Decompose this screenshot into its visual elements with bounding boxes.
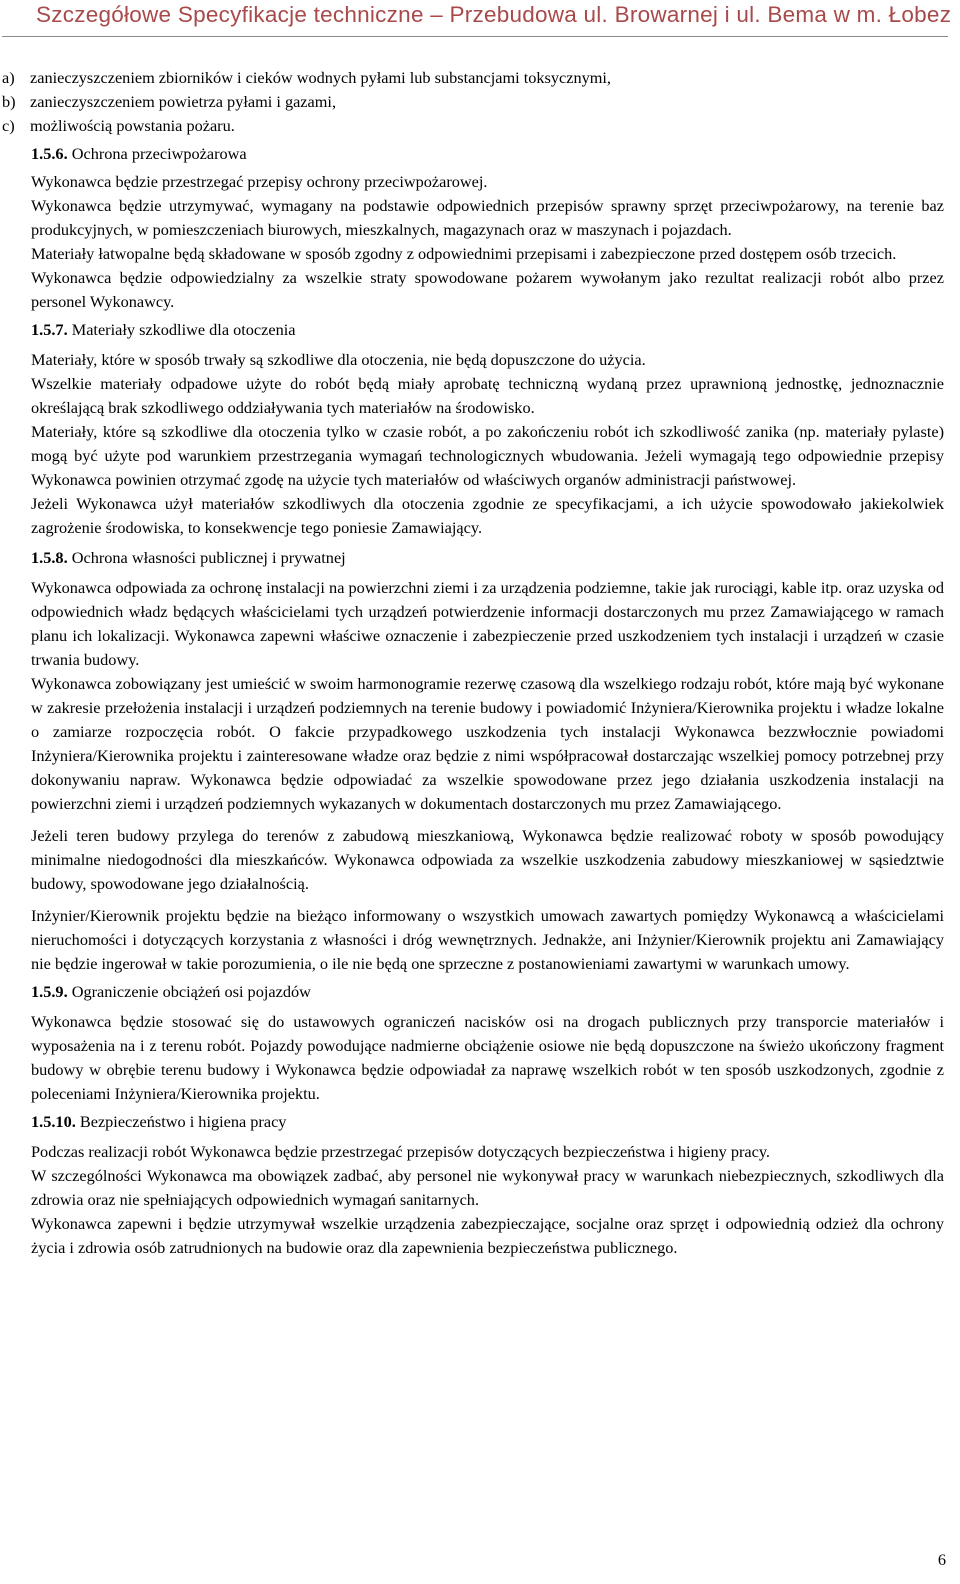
section-number: 1.5.6.: [31, 144, 68, 163]
section-number: 1.5.9.: [31, 982, 68, 1001]
paragraph: Materiały, które są szkodliwe dla otoczenia tylko w czasie robót, a po zakończeniu robót ich szkodliwość zanika (np. materiały pylaste) mogą być użyte pod warunkiem przestrzegania wymagań technologicznych wbudowania. Jeżeli wymagają tego odpowiednie przepisy Wykonawca powinien otrzymać zgodę na użycie tych materiałów od właściwych organów administracji państwowej.: [31, 422, 944, 489]
paragraph: Wykonawca zapewni i będzie utrzymywał wszelkie urządzenia zabezpieczające, socjalne oraz sprzęt i odpowiednią odzież dla ochrony życia i zdrowia osób zatrudnionych na budowie oraz dla zapewnienia bezpieczeństwa publicznego.: [31, 1214, 944, 1257]
list-item-text: możliwością powstania pożaru.: [30, 116, 235, 135]
paragraph: Wykonawca odpowiada za ochronę instalacji na powierzchni ziemi i za urządzenia podziemne, takie jak rurociągi, kable itp. oraz uzyska od odpowiednich władz będących właścicielami tych urządzeń potwierdzenie informacji dostarczonych mu przez Zamawiającego w ramach planu ich lokalizacji. Wykonawca zapewni właściwe oznaczenie i zabezpieczenie przed uszkodzeniem tych instalacji i urządzeń w czasie trwania budowy.: [31, 578, 944, 669]
section-title: Ograniczenie obciążeń osi pojazdów: [71, 982, 311, 1001]
section-heading: [0, 318, 960, 342]
paragraph: Wszelkie materiały odpadowe użyte do robót będą miały aprobatę techniczną wydaną przez uprawnioną jednostkę, jednoznacznie określającą brak szkodliwego oddziaływania tych materiałów na środowisko.: [31, 374, 944, 417]
paragraph: Jeżeli Wykonawca użył materiałów szkodliwych dla otoczenia zgodnie ze specyfikacjami, a ich użycie spowodowało jakiekolwiek zagrożenie środowiska, to konsekwencje tego poniesie Zamawiający.: [31, 494, 944, 537]
paragraph: Wykonawca zobowiązany jest umieścić w swoim harmonogramie rezerwę czasową dla wszelkiego rodzaju robót, które mają być wykonane w zakresie przełożenia instalacji i urządzeń podziemnych na terenie budowy i powiadomić Inżyniera/Kierownika projektu i władze lokalne o zamiarze rozpoczęcia robót. O fakcie przypadkowego uszkodzenia tych instalacji Wykonawca bezzwłocznie powiadomi Inżyniera/Kierownika projektu i zainteresowane władze oraz będzie z nimi współpracował dostarczając wszelkiej pomocy potrzebnej przy dokonywaniu napraw. Wykonawca będzie odpowiadać za wszelkie spowodowane przez jego działania uszkodzenia instalacji na powierzchni ziemi i urządzeń podziemnych wykazanych w dokumentach dostarczonych mu przez Zamawiającego.: [31, 674, 944, 813]
paragraph: Jeżeli teren budowy przylega do terenów z zabudową mieszkaniową, Wykonawca będzie realizować roboty w sposób powodujący minimalne niedogodności dla mieszkańców. Wykonawca odpowiada za wszelkie uszkodzenia zabudowy mieszkaniowej w sąsiedztwie budowy, spowodowane jego działalnością.: [31, 826, 944, 893]
paragraph: Inżynier/Kierownik projektu będzie na bieżąco informowany o wszystkich umowach zawartych pomiędzy Wykonawcą a właścicielami nieruchomości i dotyczących korzystania z własności i dróg wewnętrznych. Jednakże, ani Inżynier/Kierownik projektu ani Zamawiający nie będzie ingerował w takie porozumienia, o ile nie będą one sprzeczne z postanowieniami zawartymi w warunkach umowy.: [31, 906, 944, 973]
page-number: 6: [937, 1550, 946, 1569]
section-title: Materiały szkodliwe dla otoczenia: [71, 320, 296, 339]
list-marker: c): [2, 116, 15, 135]
section-heading: [0, 142, 960, 166]
list-item: [0, 114, 960, 138]
paragraph: W szczególności Wykonawca ma obowiązek zadbać, aby personel nie wykonywał pracy w warunkach niebezpiecznych, szkodliwych dla zdrowia oraz nie spełniających odpowiednich wymagań sanitarnych.: [31, 1166, 944, 1209]
paragraph: Podczas realizacji robót Wykonawca będzie przestrzegać przepisów dotyczących bezpieczeństwa i higieny pracy.: [31, 1142, 771, 1161]
section-heading: [0, 980, 960, 1004]
list-item-text: zanieczyszczeniem zbiorników i cieków wodnych pyłami lub substancjami toksycznymi,: [30, 68, 611, 87]
list-item: [0, 66, 960, 90]
section-title: Ochrona przeciwpożarowa: [71, 144, 247, 163]
section-title: Bezpieczeństwo i higiena pracy: [79, 1112, 287, 1131]
section-heading: [0, 546, 960, 570]
paragraph: Materiały łatwopalne będą składowane w sposób zgodny z odpowiednimi przepisami i zabezpieczone przed dostępem osób trzecich.: [31, 244, 897, 263]
section-title: Ochrona własności publicznej i prywatnej: [71, 548, 346, 567]
section-number: 1.5.8.: [31, 548, 68, 567]
list-item: [0, 90, 960, 114]
paragraph: Materiały, które w sposób trwały są szkodliwe dla otoczenia, nie będą dopuszczone do użycia.: [31, 350, 646, 369]
paragraph: Wykonawca będzie przestrzegać przepisy ochrony przeciwpożarowej.: [31, 172, 488, 191]
header-divider: [2, 36, 948, 37]
list-marker: b): [2, 92, 16, 111]
section-heading: [0, 1110, 960, 1134]
section-number: 1.5.10.: [31, 1112, 76, 1131]
header-title: Szczegółowe Specyfikacje techniczne – Przebudowa ul. Browarnej i ul. Bema w m. Łobez: [36, 2, 952, 27]
section-number: 1.5.7.: [31, 320, 68, 339]
paragraph: Wykonawca będzie odpowiedzialny za wszelkie straty spowodowane pożarem wywołanym jako rezultat realizacji robót albo przez personel Wykonawcy.: [31, 268, 944, 311]
list-item-text: zanieczyszczeniem powietrza pyłami i gazami,: [30, 92, 337, 111]
list-marker: a): [2, 68, 15, 87]
paragraph: Wykonawca będzie stosować się do ustawowych ograniczeń nacisków osi na drogach publicznych przy transporcie materiałów i wyposażenia na i z terenu robót. Pojazdy powodujące nadmierne obciążenie osiowe nie będą dopuszczone na świeżo ukończony fragment budowy w obrębie terenu budowy i Wykonawca będzie odpowiadał za naprawę wszelkich robót w ten sposób uszkodzonych, zgodnie z poleceniami Inżyniera/Kierownika projektu.: [31, 1012, 944, 1103]
paragraph: Wykonawca będzie utrzymywać, wymagany na podstawie odpowiednich przepisów sprawny sprzęt przeciwpożarowy, na terenie baz produkcyjnych, w pomieszczeniach biurowych, mieszkalnych, magazynach oraz w maszynach i pojazdach.: [31, 196, 944, 239]
document-body: [0, 66, 960, 1260]
page-header: [0, 0, 960, 52]
